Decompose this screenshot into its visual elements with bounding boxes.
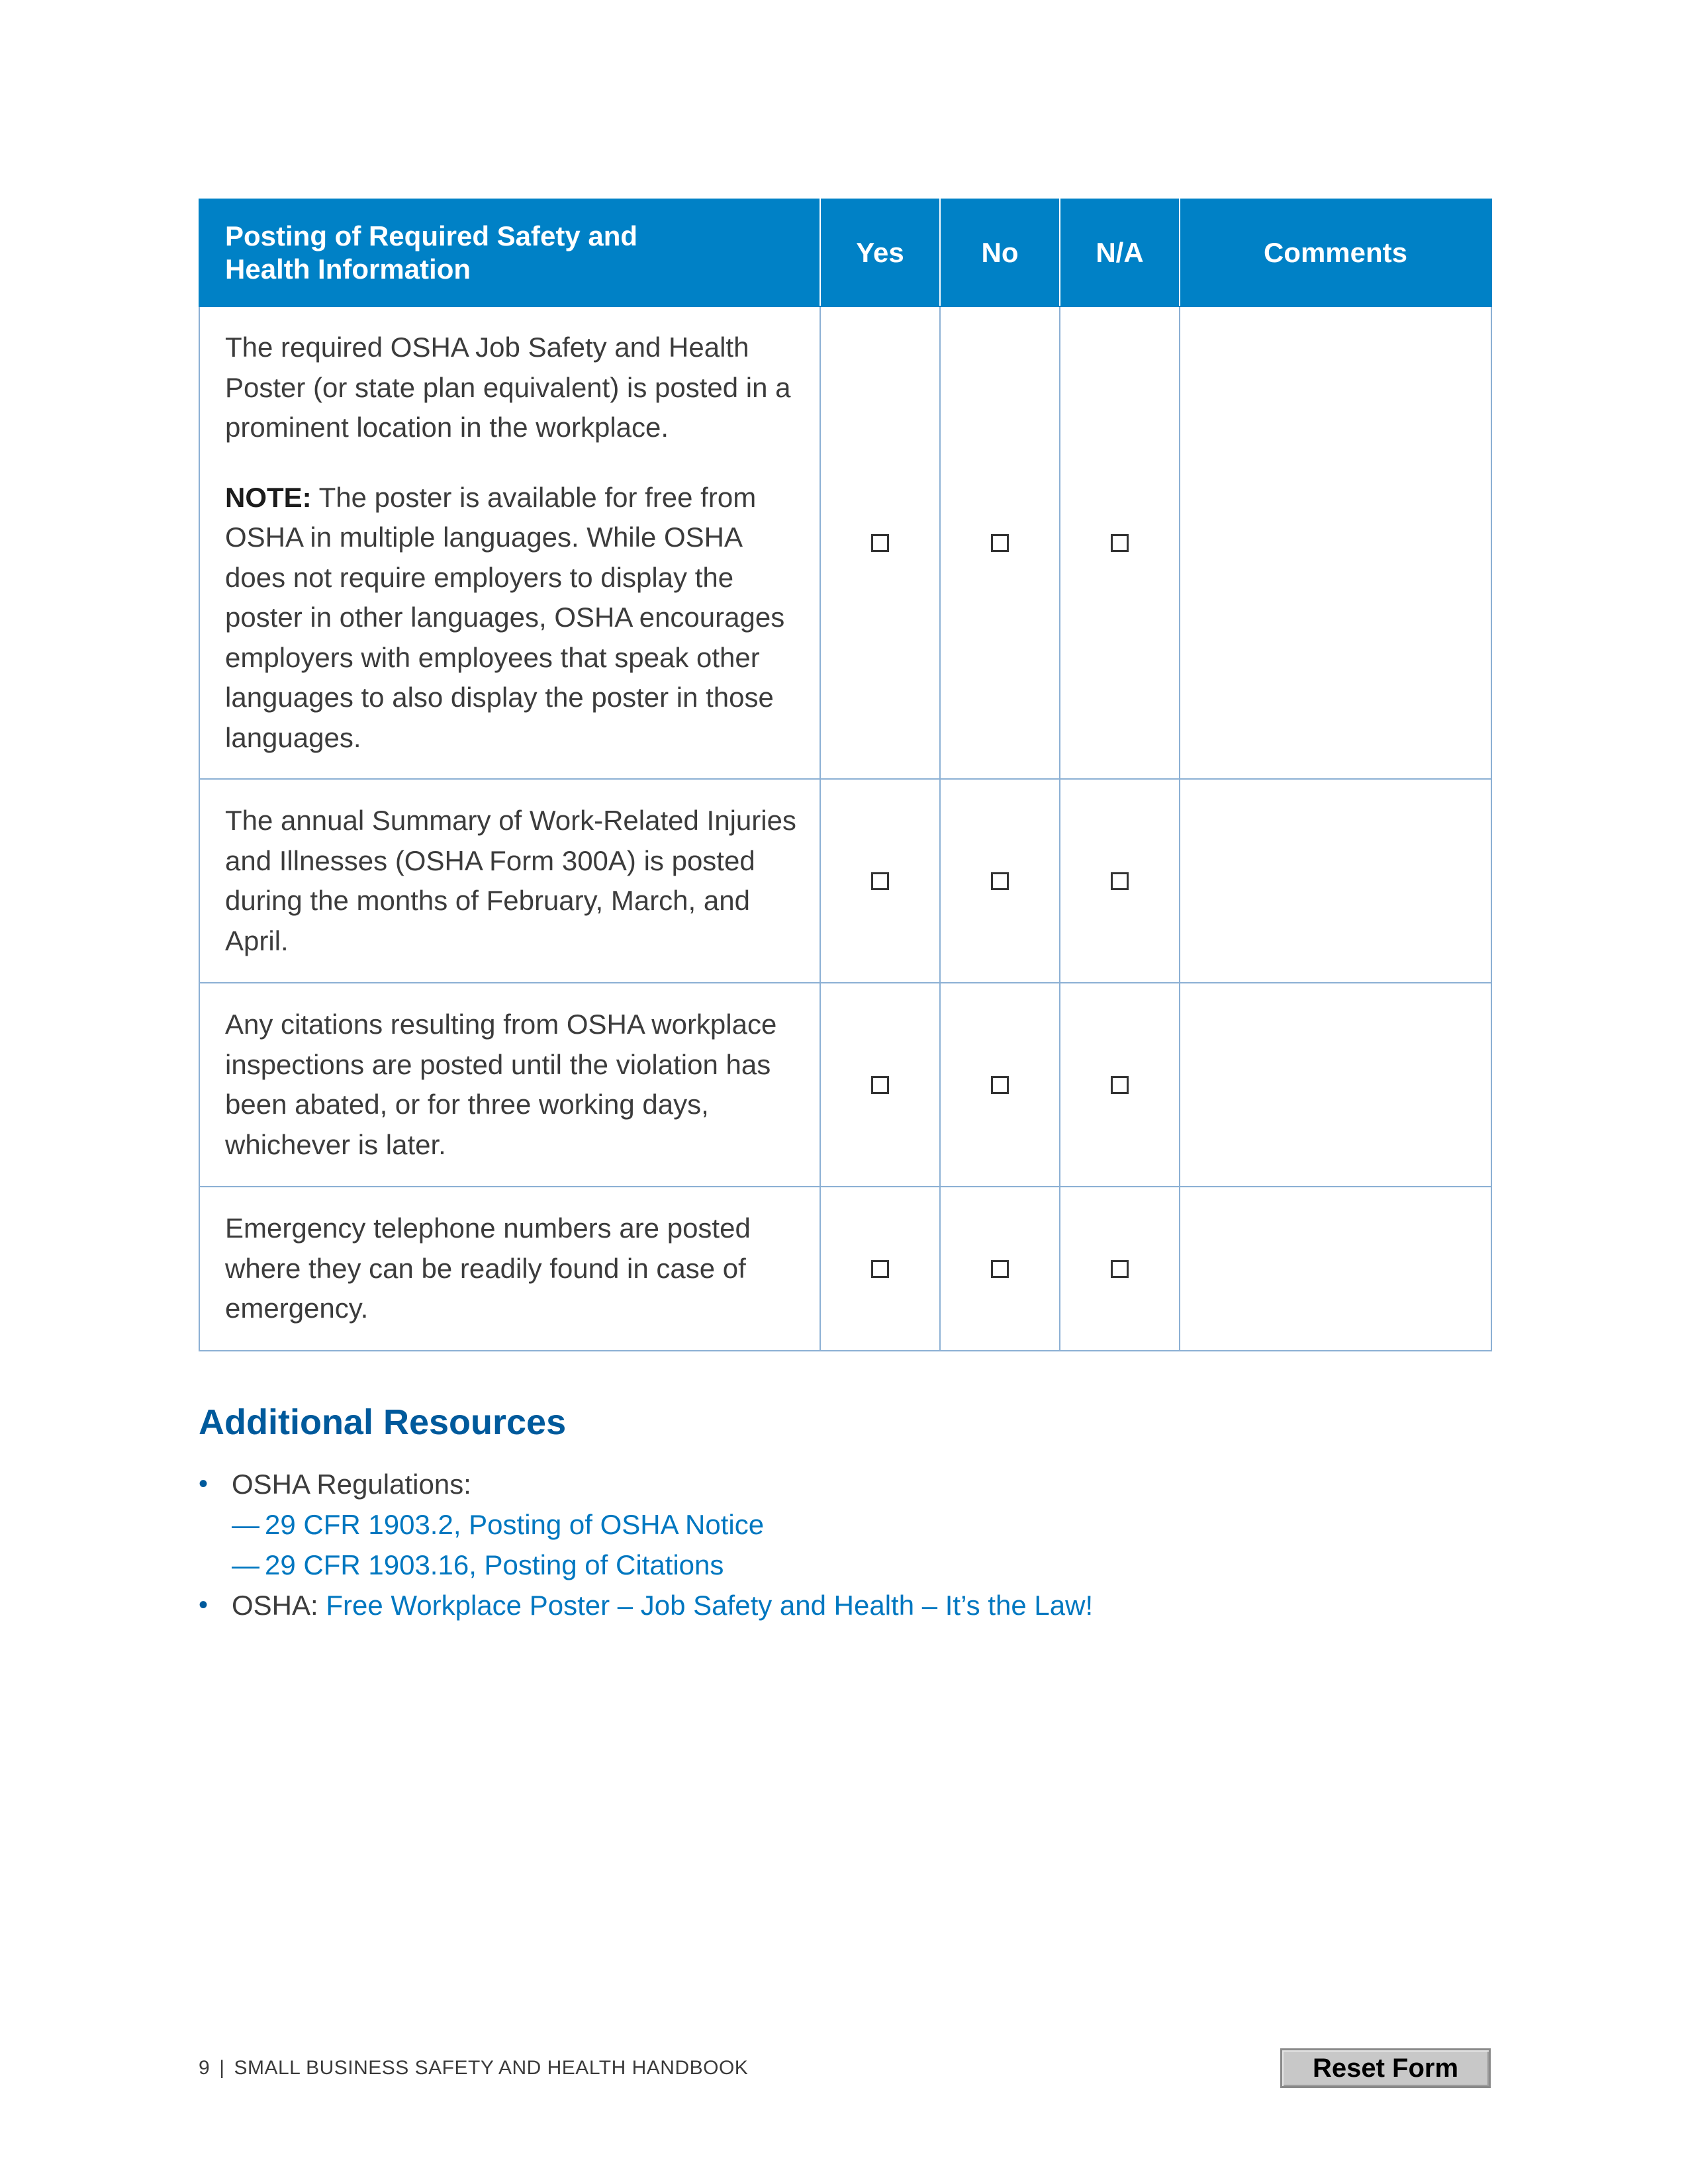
no-cell	[940, 779, 1060, 983]
item-text-cell	[199, 983, 820, 1187]
item-text: Emergency telephone numbers are posted where they can be readily found in case of emergency.	[225, 1212, 751, 1324]
yes-checkbox[interactable]	[871, 534, 889, 552]
page-footer	[199, 2057, 748, 2079]
checklist-table	[199, 199, 1492, 1351]
na-cell	[1060, 1187, 1180, 1351]
resource-label: OSHA Regulations:	[232, 1469, 471, 1500]
dash-icon: —	[232, 1509, 259, 1540]
comments-field[interactable]	[1180, 779, 1491, 983]
note-text: The poster is available for free from OSHA in multiple languages. While OSHA does not require employers to display the poster in other languages, OSHA encourages employers with employees that speak other languages to also display the poster in those languages.	[225, 481, 785, 753]
yes-cell	[820, 1187, 940, 1351]
na-cell	[1060, 779, 1180, 983]
footer-separator: |	[219, 2057, 225, 2079]
link-cfr-1903-16[interactable]: 29 CFR 1903.16, Posting of Citations	[265, 1549, 724, 1580]
bullet-icon: •	[199, 1590, 209, 1619]
list-item	[199, 1585, 1093, 1625]
no-checkbox[interactable]	[991, 872, 1009, 890]
no-checkbox[interactable]	[991, 1260, 1009, 1278]
header-yes: Yes	[820, 199, 940, 306]
item-text: Any citations resulting from OSHA workplace inspections are posted until the violation has been abated, or for three working days, whichever is later.	[225, 1009, 777, 1160]
header-no: No	[940, 199, 1060, 306]
comments-field[interactable]	[1180, 306, 1491, 779]
no-cell	[940, 1187, 1060, 1351]
note-label: NOTE:	[225, 481, 312, 513]
na-checkbox[interactable]	[1111, 1076, 1129, 1094]
na-cell	[1060, 983, 1180, 1187]
no-checkbox[interactable]	[991, 1076, 1009, 1094]
table-row	[199, 779, 1491, 983]
item-text-cell	[199, 1187, 820, 1351]
yes-cell	[820, 983, 940, 1187]
dash-icon: —	[232, 1549, 259, 1580]
yes-checkbox[interactable]	[871, 872, 889, 890]
list-item	[199, 1464, 1093, 1585]
na-checkbox[interactable]	[1111, 1260, 1129, 1278]
yes-checkbox[interactable]	[871, 1260, 889, 1278]
link-cfr-1903-2[interactable]: 29 CFR 1903.2, Posting of OSHA Notice	[265, 1509, 765, 1540]
na-checkbox[interactable]	[1111, 872, 1129, 890]
header-item	[199, 199, 820, 306]
page-number: 9	[199, 2057, 211, 2079]
handbook-title: SMALL BUSINESS SAFETY AND HEALTH HANDBOOK	[234, 2057, 749, 2079]
resources-list	[199, 1464, 1093, 1625]
header-comments: Comments	[1180, 199, 1491, 306]
item-note	[225, 478, 797, 758]
regulations-sub-list	[232, 1504, 1093, 1585]
yes-cell	[820, 779, 940, 983]
comments-field[interactable]	[1180, 1187, 1491, 1351]
link-free-workplace-poster[interactable]: Free Workplace Poster – Job Safety and Health – It’s the Law!	[326, 1590, 1094, 1621]
item-text: The required OSHA Job Safety and Health Poster (or state plan equivalent) is posted in a prominent location in the workplace.	[225, 332, 791, 443]
item-text: The annual Summary of Work-Related Injuries and Illnesses (OSHA Form 300A) is posted during the months of February, March, and April.	[225, 805, 796, 956]
bullet-icon: •	[199, 1469, 209, 1498]
no-cell	[940, 983, 1060, 1187]
yes-cell	[820, 306, 940, 779]
item-text-cell	[199, 779, 820, 983]
table-row	[199, 1187, 1491, 1351]
na-cell	[1060, 306, 1180, 779]
no-checkbox[interactable]	[991, 534, 1009, 552]
resource-label: OSHA:	[232, 1590, 326, 1621]
header-item-line2: Health Information	[225, 253, 471, 285]
resources-title: Additional Resources	[199, 1402, 567, 1442]
header-na: N/A	[1060, 199, 1180, 306]
table-row	[199, 983, 1491, 1187]
table-header-row	[199, 199, 1491, 306]
header-item-line1: Posting of Required Safety and	[225, 220, 638, 251]
na-checkbox[interactable]	[1111, 534, 1129, 552]
sub-list-item	[232, 1545, 1093, 1585]
comments-field[interactable]	[1180, 983, 1491, 1187]
item-text-cell	[199, 306, 820, 779]
no-cell	[940, 306, 1060, 779]
sub-list-item	[232, 1504, 1093, 1545]
yes-checkbox[interactable]	[871, 1076, 889, 1094]
reset-form-button[interactable]: Reset Form	[1280, 2048, 1491, 2088]
table-row	[199, 306, 1491, 779]
